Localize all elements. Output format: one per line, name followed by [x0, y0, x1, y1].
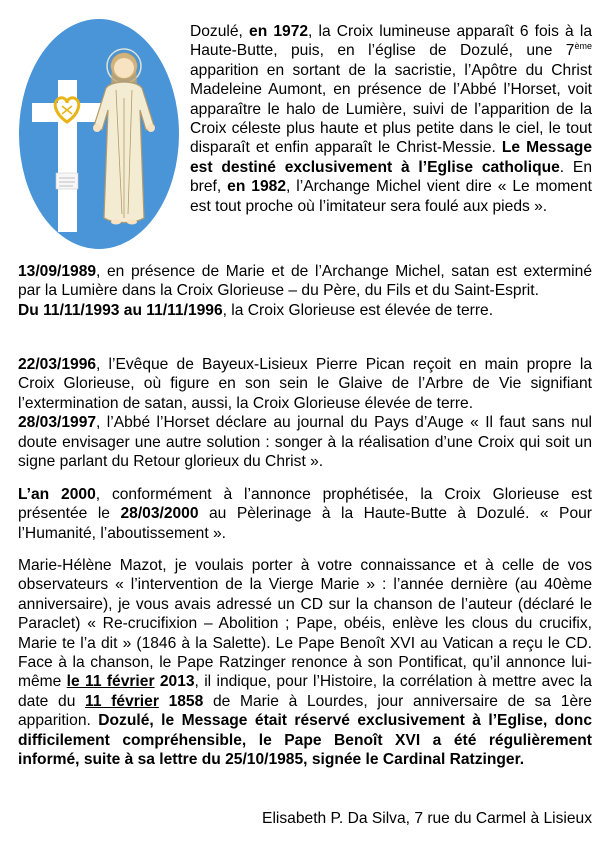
paragraph-1996: 22/03/1996, l’Evêque de Bayeux-Lisieux Pierre Pican reçoit en main propre la Croix Glorieuse, où figure en son sein le Glaive de l’Arbre de Vie signifiant l’extermination de satan, aussi, la Croix Glorieuse élevée de terre. 28/03/1997, l’Abbé l’Horset déclare au journal du Pays d’Auge « Il faut sans nul doute envisager une autre solution : songer à la réalisation d’une Croix qui soit un signe parlant du Retour glorieux du Christ ». [18, 356, 592, 471]
blue-oval-background [19, 19, 179, 249]
signature-line: Elisabeth P. Da Silva, 7 rue du Carmel à Lisieux [262, 810, 592, 827]
glorious-cross-emblem [18, 18, 180, 250]
paragraph-1989: 13/09/1989, en présence de Marie et de l’Archange Michel, satan est exterminé par la Lumière dans la Croix Glorieuse – du Père, du Fils et du Saint-Esprit. Du 11/11/1993 au 11/11/1996, la Croix Glorieuse est élevée de terre. [18, 263, 592, 319]
paragraph-2000: L’an 2000, conformément à l’annonce prophétisée, la Croix Glorieuse est présentée le 28/03/2000 au Pèlerinage à la Haute-Butte à Dozulé. « Pour l’Humanité, l’aboutissement ». [18, 486, 592, 542]
intro-paragraph: Dozulé, en 1972, la Croix lumineuse apparaît 6 fois à la Haute-Butte, puis, en l’église de Dozulé, une 7ème apparition en sortant de la sacristie, l’Apôtre du Christ Madeleine Aumont, en présence de l’Abbé l’Horset, voit apparaître le halo de Lumière, suivi de l’apparition de la Croix céleste plus haute et plus petite dans le ciel, le tout disparaît et enfin apparaît le Christ-Messie. Le Message est destiné exclusivement à l’Eglise catholique. En bref, en 1982, l’Archange Michel vient dire « Le moment est tout proche où l’imitateur sera foulé aux pieds ». [190, 23, 592, 215]
paragraph-letter: Marie-Hélène Mazot, je voulais porter à votre connaissance et à celle de vos observateurs « l’intervention de la Vierge Marie » : l’année dernière (au 40ème anniversaire), je vous avais adressé un CD sur la chanson de l’auteur (déclaré le Paraclet) « Re-crucifixion – Abolition ; Pape, obéis, enlève les clous du crucifix, Marie te l’a dit » (1846 à la Salette). Le Pape Benoît XVI au Vatican a reçu le CD. Face à la chanson, le Pape Ratzinger renonce à son Pontificat, qu’il annonce lui-même le 11 février 2013, il indique, pour l’Histoire, la corrélation à mettre avec la date du 11 février 1858 de Marie à Lourdes, jour anniversaire de sa 1ère apparition. Dozulé, le Message était réservé exclusivement à l’Eglise, donc difficilement compréhensible, le Pape Benoît XVI a été régulièrement informé, suite à sa lettre du 25/10/1985, signée le Cardinal Ratzinger. [18, 557, 592, 769]
